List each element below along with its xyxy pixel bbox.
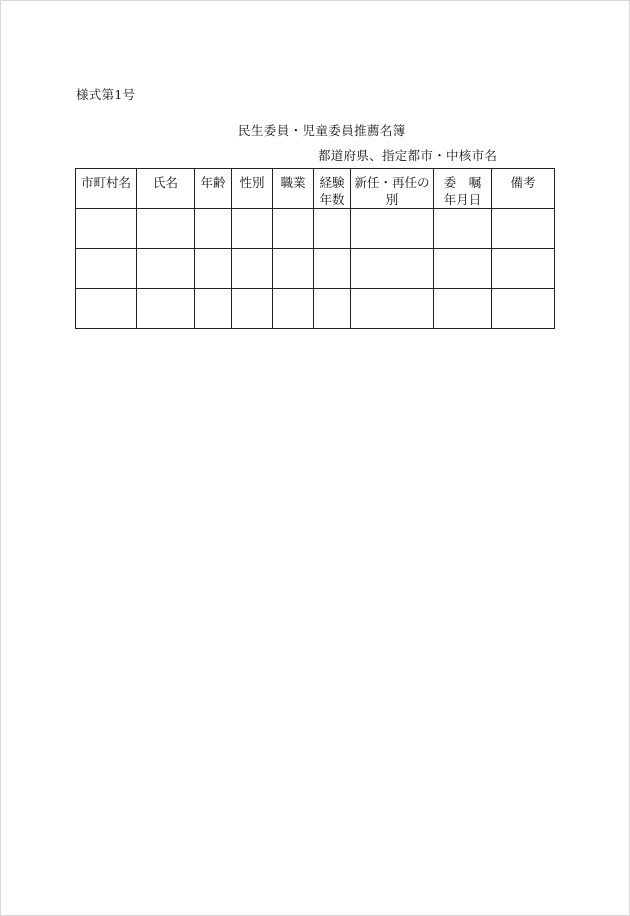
table-cell[interactable] xyxy=(232,249,273,289)
recommendation-roster-table xyxy=(75,168,555,329)
table-cell[interactable] xyxy=(314,209,351,249)
header-name: 氏名 xyxy=(137,169,195,209)
header-municipality: 市町村名 xyxy=(76,169,137,209)
header-gender: 性別 xyxy=(232,169,273,209)
form-number: 様式第1号 xyxy=(76,87,136,102)
table-cell[interactable] xyxy=(137,249,195,289)
document-title: 民生委員・児童委員推薦名簿 xyxy=(238,123,406,138)
table-header-row xyxy=(76,169,555,209)
table-cell[interactable] xyxy=(76,209,137,249)
table-cell[interactable] xyxy=(137,289,195,329)
header-new-or-reappointed: 新任・再任の 別 xyxy=(351,169,434,209)
table-cell[interactable] xyxy=(273,289,314,329)
table-cell[interactable] xyxy=(195,209,232,249)
header-occupation: 職業 xyxy=(273,169,314,209)
header-age: 年齢 xyxy=(195,169,232,209)
table-cell[interactable] xyxy=(492,289,555,329)
table-cell[interactable] xyxy=(195,249,232,289)
jurisdiction-label: 都道府県、指定都市・中核市名 xyxy=(318,148,498,163)
table-cell[interactable] xyxy=(434,249,492,289)
table-cell[interactable] xyxy=(351,209,434,249)
table-cell[interactable] xyxy=(492,249,555,289)
table-cell[interactable] xyxy=(76,249,137,289)
table-row xyxy=(76,209,555,249)
table-cell[interactable] xyxy=(195,289,232,329)
table-cell[interactable] xyxy=(314,249,351,289)
table-cell[interactable] xyxy=(76,289,137,329)
table-cell[interactable] xyxy=(232,289,273,329)
table-row xyxy=(76,289,555,329)
table-cell[interactable] xyxy=(273,249,314,289)
header-commission-date: 委 嘱 年月日 xyxy=(434,169,492,209)
table-cell[interactable] xyxy=(137,209,195,249)
table-row xyxy=(76,249,555,289)
header-remarks: 備考 xyxy=(492,169,555,209)
table-cell[interactable] xyxy=(434,209,492,249)
table-cell[interactable] xyxy=(434,289,492,329)
table-cell[interactable] xyxy=(273,209,314,249)
table-cell[interactable] xyxy=(351,249,434,289)
table-cell[interactable] xyxy=(351,289,434,329)
table-cell[interactable] xyxy=(314,289,351,329)
table-cell[interactable] xyxy=(232,209,273,249)
header-years-experience: 経験 年数 xyxy=(314,169,351,209)
table-cell[interactable] xyxy=(492,209,555,249)
